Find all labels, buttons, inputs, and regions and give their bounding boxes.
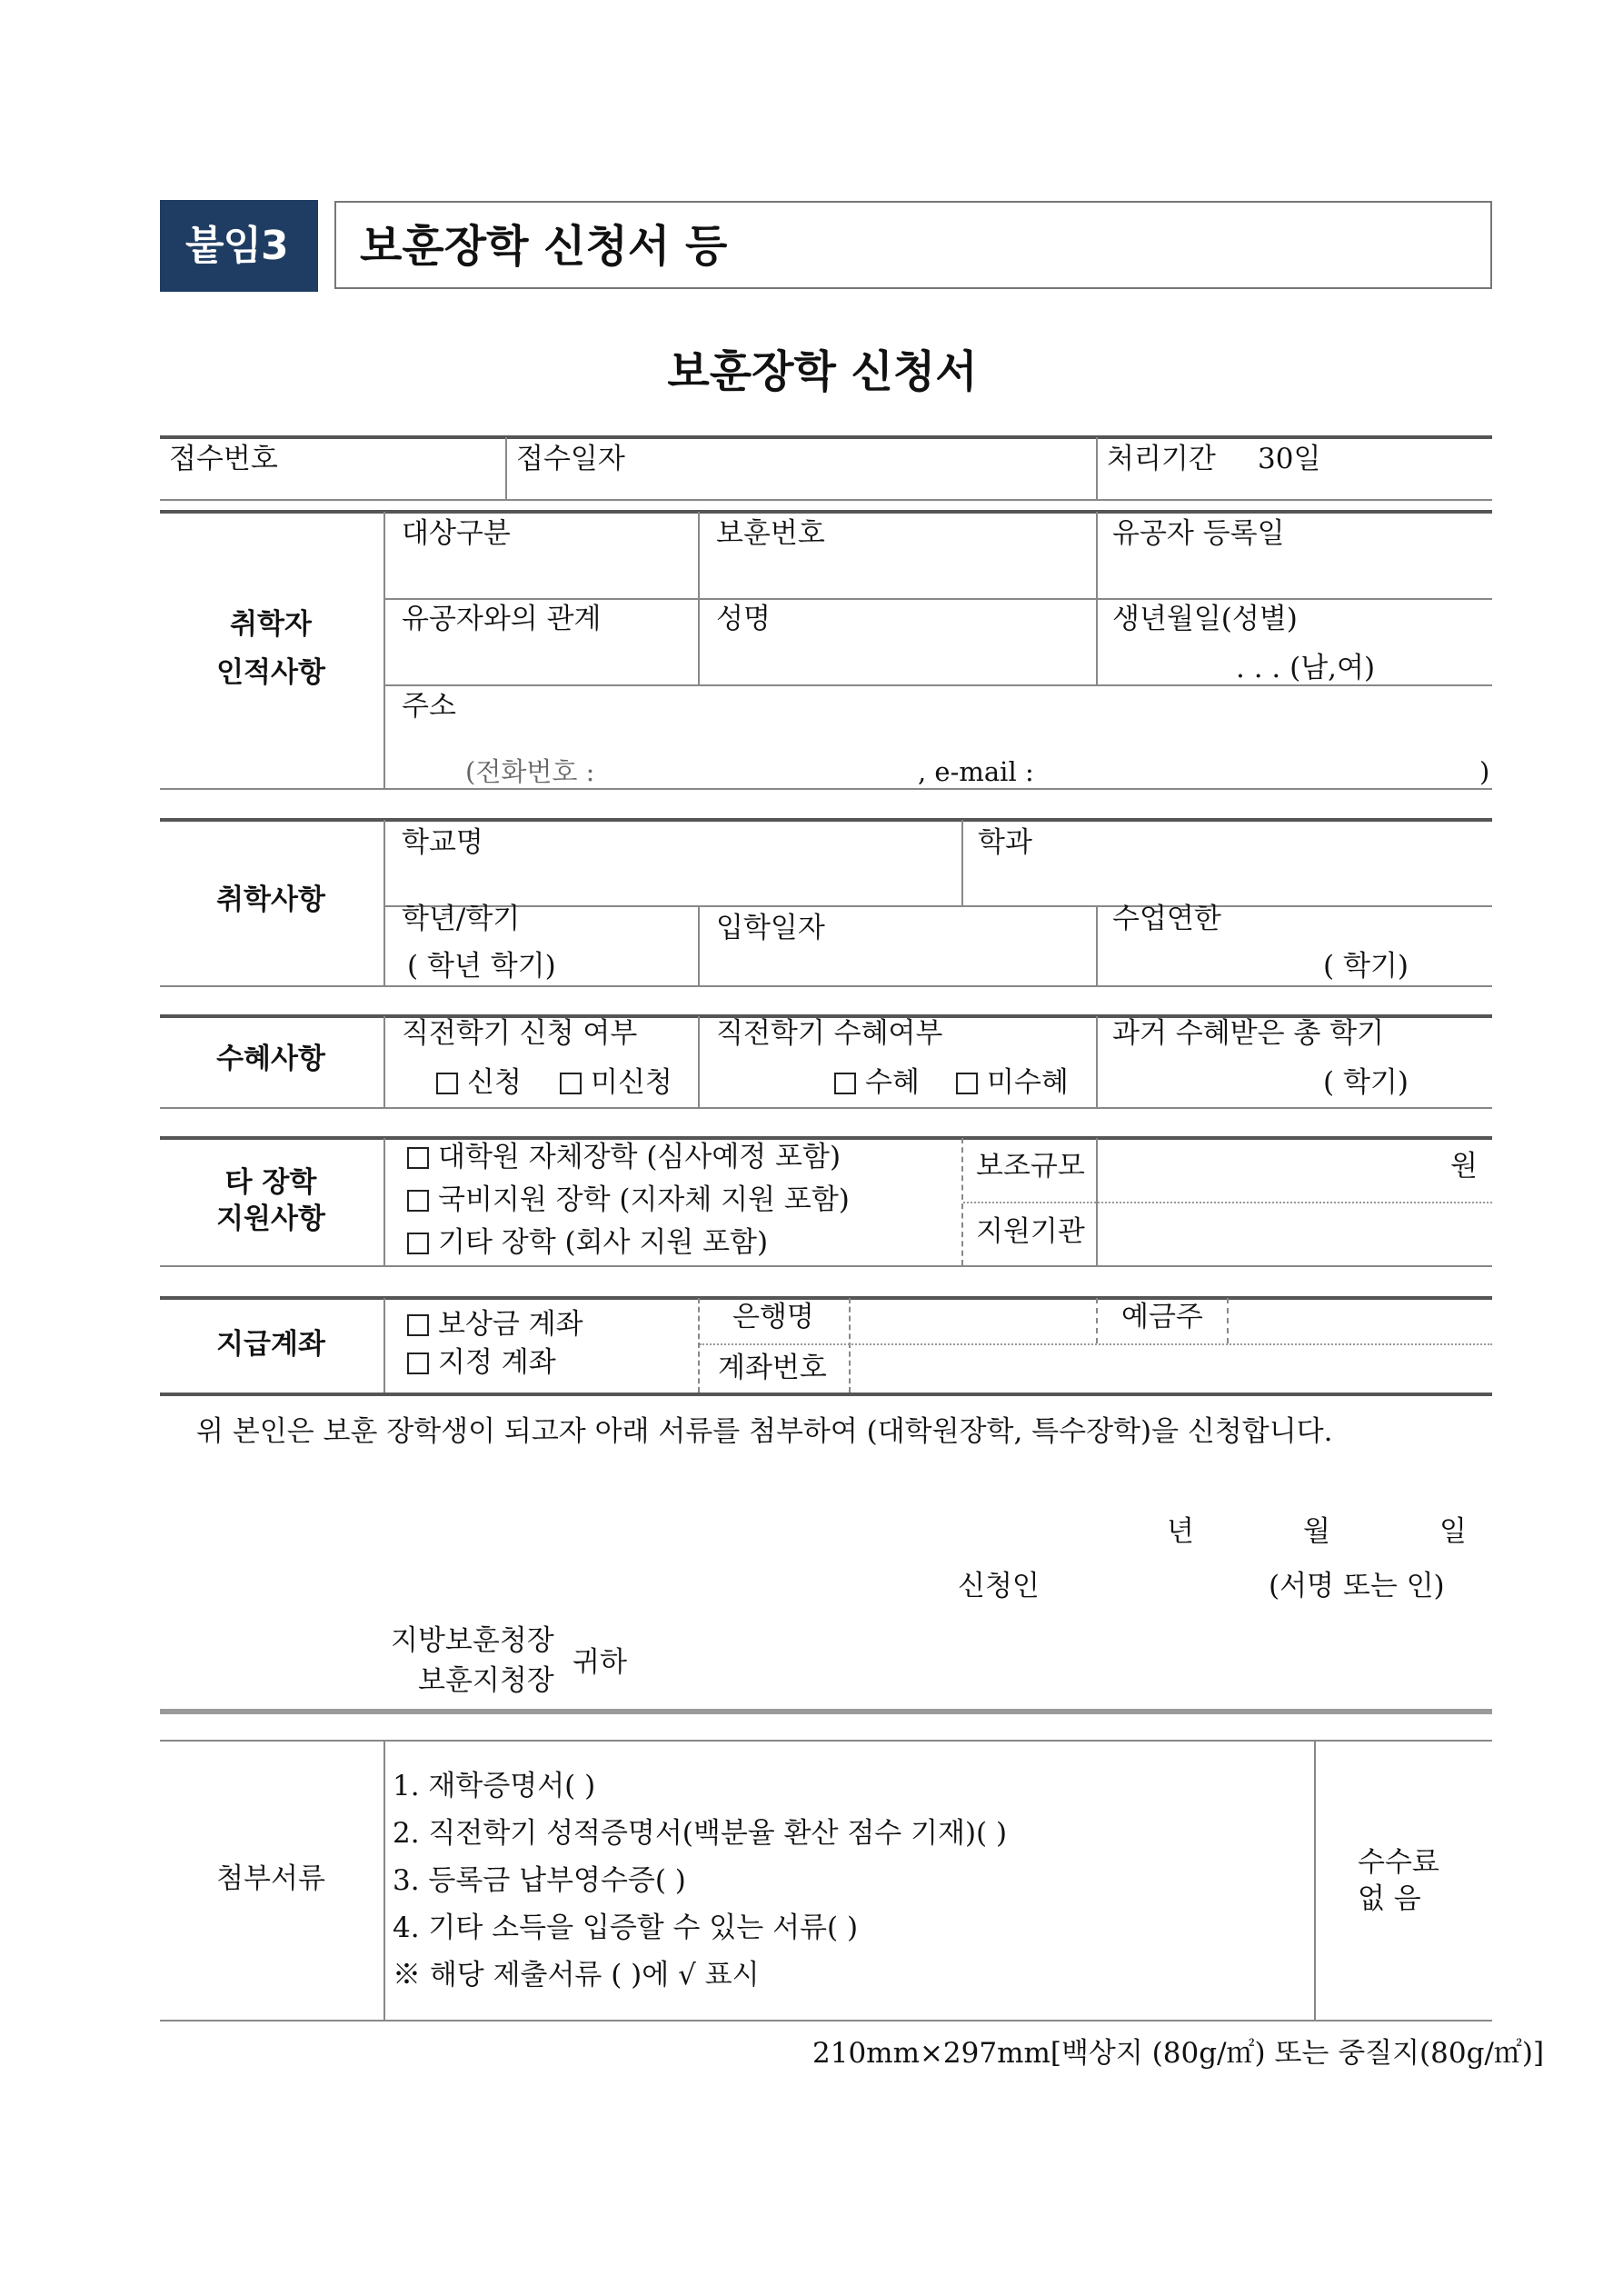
opt-not-received-label: 미수혜 [987, 1066, 1069, 1099]
birth-gender-placeholder: . . . (남,여) [1236, 652, 1376, 684]
other-option-3-label: 기타 장학 (회사 지원 포함) [438, 1226, 769, 1259]
opt-received[interactable] [834, 1066, 920, 1099]
section-benefit: 수혜사항 [216, 1043, 325, 1075]
won-unit: 원 [1450, 1150, 1478, 1183]
declaration: 위 본인은 보훈 장학생이 되고자 아래 서류를 첨부하여 (대학원장학, 특수장학)을 신청합니다. [196, 1415, 1333, 1448]
relation-label: 유공자와의 관계 [402, 603, 602, 635]
contact-phone-label: (전화번호 : [465, 756, 595, 787]
grade-semester-label: 학년/학기 [402, 903, 521, 935]
form-title: 보훈장학 신청서 [667, 346, 978, 397]
checkbox-icon[interactable] [956, 1073, 978, 1094]
prev-received-label: 직전학기 수혜여부 [716, 1017, 943, 1050]
account-option-2-label: 지정 계좌 [438, 1346, 556, 1379]
other-option-3[interactable] [407, 1226, 769, 1259]
attachment-badge-text: 붙임3 [185, 223, 288, 269]
attachment-2: 2. 직전학기 성적증명서(백분율 환산 점수 기재)( ) [393, 1817, 1008, 1850]
past-total-value: ( 학기) [1323, 1066, 1409, 1099]
opt-not-apply[interactable] [560, 1066, 672, 1099]
contact-email-label: , e-mail : [918, 756, 1034, 787]
checkbox-icon[interactable] [407, 1233, 429, 1254]
section-other-2: 지원사항 [216, 1203, 325, 1235]
department-label: 학과 [978, 826, 1032, 859]
date-day: 일 [1439, 1515, 1467, 1548]
section-other-1: 타 장학 [224, 1166, 317, 1199]
other-option-2-label: 국비지원 장학 (지자체 지원 포함) [438, 1183, 850, 1216]
opt-not-received[interactable] [956, 1066, 1069, 1099]
fee-value: 없 음 [1358, 1882, 1421, 1915]
veteran-number-label: 보훈번호 [716, 517, 825, 550]
opt-received-label: 수혜 [865, 1066, 920, 1099]
fee-label: 수수료 [1358, 1846, 1439, 1879]
checkbox-icon[interactable] [560, 1073, 582, 1094]
attachment-note: ※ 해당 제출서류 ( )에 √ 표시 [393, 1959, 760, 1992]
support-org-label: 지원기관 [976, 1215, 1085, 1248]
receipt-number-label: 접수번호 [169, 443, 278, 475]
school-name-label: 학교명 [402, 826, 483, 859]
section-personal-1: 취학자 [230, 608, 312, 641]
addressee-line1: 지방보훈청장 [391, 1624, 554, 1657]
checkbox-icon[interactable] [436, 1073, 458, 1094]
receipt-date-label: 접수일자 [516, 443, 625, 475]
other-option-1-label: 대학원 자체장학 (심사예정 포함) [438, 1141, 841, 1173]
header-title: 보훈장학 신청서 등 [360, 221, 728, 272]
account-option-1[interactable] [407, 1308, 583, 1341]
other-option-1[interactable] [407, 1143, 841, 1172]
account-option-1-label: 보상금 계좌 [438, 1308, 583, 1341]
checkbox-icon[interactable] [834, 1073, 856, 1094]
account-number-label: 계좌번호 [718, 1352, 827, 1384]
applicant-label: 신청인 [958, 1570, 1040, 1602]
processing-period-label: 처리기간 [1107, 443, 1216, 475]
target-type-label: 대상구분 [402, 517, 511, 550]
addressee-line2: 보훈지청장 [418, 1664, 554, 1697]
study-period-value: ( 학기) [1323, 950, 1409, 983]
processing-period-value: 30일 [1258, 443, 1321, 475]
support-scale-label: 보조규모 [976, 1150, 1085, 1183]
attachment-1: 1. 재학증명서( ) [393, 1770, 596, 1802]
other-option-2[interactable] [407, 1183, 850, 1216]
checkbox-icon[interactable] [407, 1190, 429, 1212]
past-total-label: 과거 수혜받은 총 학기 [1112, 1017, 1385, 1050]
contact-close: ) [1479, 756, 1490, 787]
opt-not-apply-label: 미신청 [591, 1066, 672, 1099]
account-option-2[interactable] [407, 1346, 556, 1379]
study-period-label: 수업연한 [1112, 903, 1221, 935]
checkbox-icon[interactable] [407, 1147, 429, 1169]
section-account: 지급계좌 [216, 1328, 325, 1361]
attachment-4: 4. 기타 소득을 입증할 수 있는 서류( ) [393, 1912, 859, 1944]
attachments-label: 첨부서류 [216, 1862, 325, 1895]
prev-apply-label: 직전학기 신청 여부 [402, 1017, 638, 1050]
opt-apply[interactable] [436, 1066, 522, 1099]
name-label: 성명 [716, 603, 771, 635]
admission-date-label: 입학일자 [716, 912, 825, 944]
section-personal-2: 인적사항 [216, 656, 325, 689]
date-year: 년 [1167, 1515, 1194, 1548]
date-month: 월 [1303, 1515, 1330, 1548]
grade-semester-value: ( 학년 학기) [407, 950, 556, 983]
birth-gender-label: 생년월일(성별) [1112, 603, 1298, 635]
applicant-sign: (서명 또는 인) [1269, 1570, 1445, 1602]
attachment-3: 3. 등록금 납부영수증( ) [393, 1864, 686, 1897]
merit-registration-date-label: 유공자 등록일 [1112, 517, 1285, 550]
checkbox-icon[interactable] [407, 1314, 429, 1336]
address-label: 주소 [402, 690, 456, 723]
section-school: 취학사항 [216, 883, 325, 916]
addressee-suffix: 귀하 [573, 1646, 627, 1679]
holder-label: 예금주 [1121, 1301, 1203, 1333]
bank-label: 은행명 [732, 1301, 814, 1333]
opt-apply-label: 신청 [467, 1066, 522, 1099]
checkbox-icon[interactable] [407, 1353, 429, 1374]
footer-paper-spec: 210mm×297mm[백상지 (80g/㎡) 또는 중질지(80g/㎡)] [812, 2037, 1545, 2070]
